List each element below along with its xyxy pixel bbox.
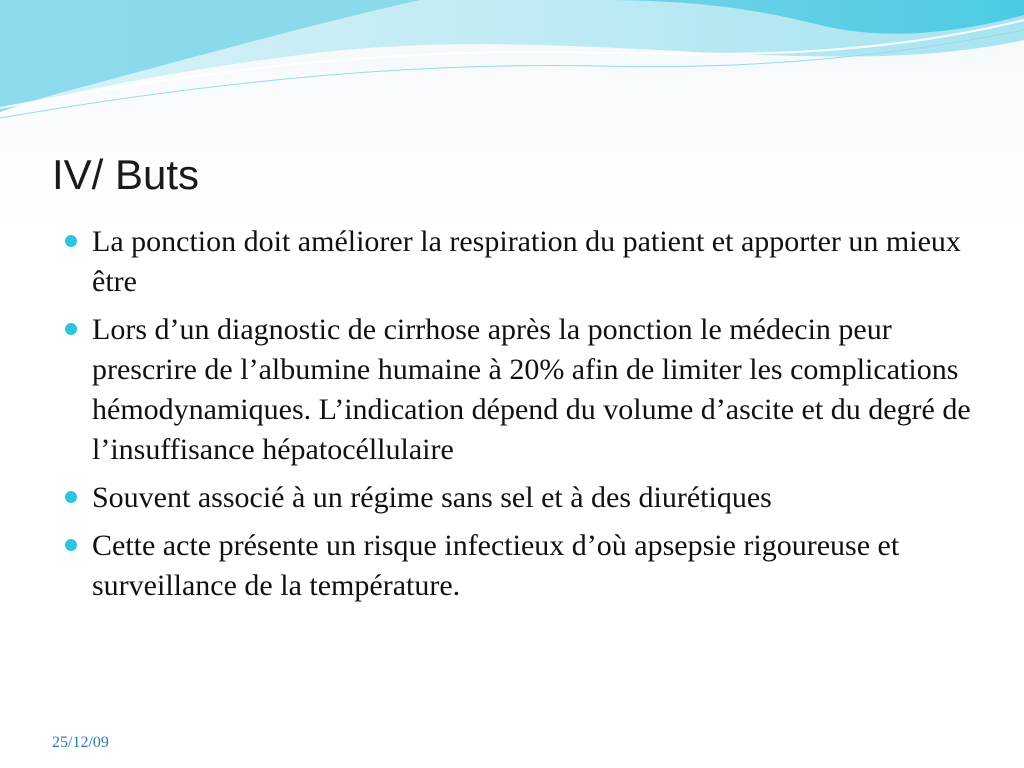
header-wave-decoration: [0, 0, 1024, 130]
slide-title: IV/ Buts: [52, 151, 200, 198]
bullet-list: [92, 222, 972, 614]
bullet-icon: [65, 491, 77, 503]
slide-date: 25/12/09: [52, 734, 109, 751]
bullet-text: Lors d’un diagnostic de cirrhose après la ponction le médecin peur prescrire de l’albumine humaine à 20% afin de limiter les complications hémodynamiques. L’indication dépend du volume d’ascite et du degré de l’insuffisance hépatocéllulaire: [92, 313, 971, 466]
bullet-text: La ponction doit améliorer la respiration du patient et apporter un mieux être: [92, 225, 961, 298]
bullet-icon: [65, 323, 77, 335]
bullet-item: [92, 478, 972, 518]
bullet-item: [92, 526, 972, 606]
bullet-item: [92, 310, 972, 470]
bullet-item: [92, 222, 972, 302]
bullet-icon: [65, 539, 77, 551]
bullet-text: Souvent associé à un régime sans sel et à des diurétiques: [92, 481, 772, 514]
bullet-text: Cette acte présente un risque infectieux d’où apsepsie rigoureuse et surveillance de la température.: [92, 529, 900, 602]
bullet-icon: [65, 235, 77, 247]
